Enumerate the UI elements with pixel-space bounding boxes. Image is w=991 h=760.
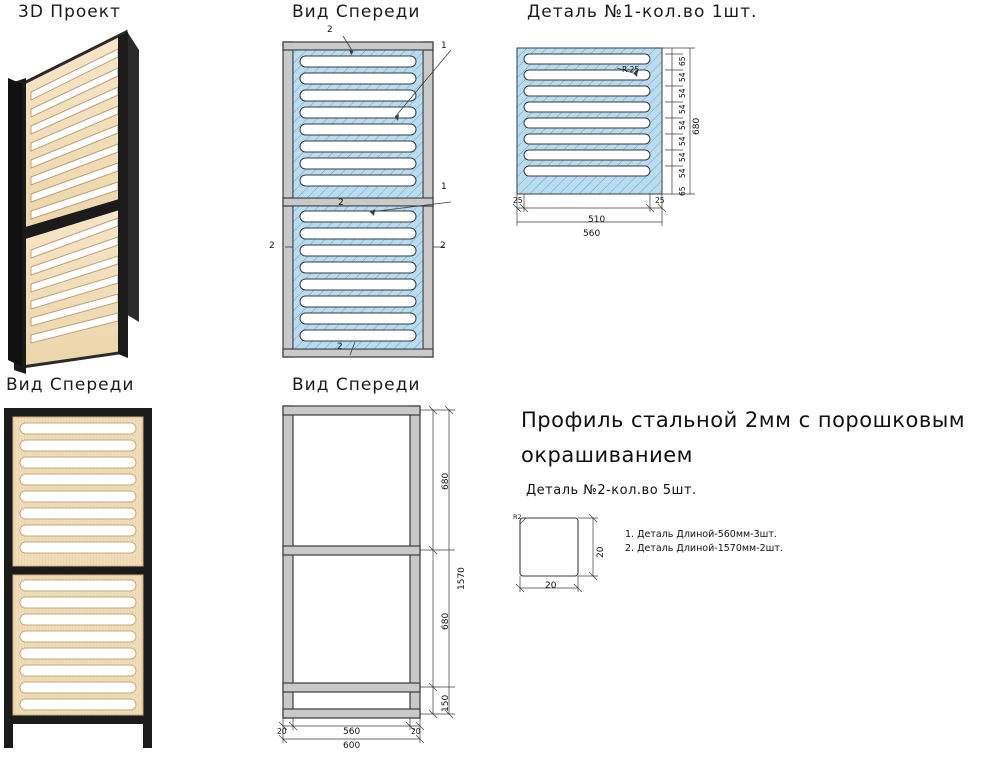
spec-heading-line1: Профиль стальной 2мм с порошковым: [521, 408, 966, 432]
frame-h-bottom: 150: [441, 694, 451, 712]
detail1-radius-note: R-25: [622, 65, 640, 74]
view-front-wood: [0, 398, 180, 750]
detail1-slot-dims: 65 54 54 54 54 54 54 54 65: [678, 56, 687, 196]
spec-note-2: 2. Деталь Длиной-1570мм-2шт.: [625, 543, 783, 554]
frame-w-inner: 560: [343, 727, 361, 737]
frame-w-total: 600: [343, 741, 361, 751]
view-detail-1: [505, 40, 725, 240]
spec-heading-line2: окрашиванием: [521, 443, 693, 467]
callout-1-top: 1: [441, 41, 447, 51]
panel-title-front-2: Вид Спереди: [6, 375, 135, 395]
frame-w-edge-right: 20: [411, 727, 421, 736]
detail1-edge-left: 25: [513, 196, 523, 205]
frame-w-edge-left: 20: [277, 727, 287, 736]
view-3d-project: [0, 22, 270, 372]
detail1-height-total: 680: [692, 117, 702, 135]
detail1-width-inner: 510: [588, 215, 606, 225]
panel-title-3d: 3D Проект: [18, 2, 121, 22]
frame-h-mid: 680: [441, 612, 451, 630]
callout-2-right: 2: [440, 241, 446, 251]
callout-2-bottom: 2: [337, 342, 343, 352]
callout-2-top: 2: [327, 25, 333, 35]
detail1-edge-right: 25: [655, 196, 665, 205]
panel-title-front-3: Вид Спереди: [292, 375, 421, 395]
view-front-hatched: [255, 22, 485, 367]
panel-title-front-1: Вид Спереди: [292, 2, 421, 22]
profile-width: 20: [545, 581, 557, 591]
frame-h-total: 1570: [457, 567, 467, 590]
detail1-width-total: 560: [583, 229, 601, 239]
callout-2-left: 2: [269, 241, 275, 251]
callout-1-mid: 1: [441, 182, 447, 192]
panel-title-detail-1: Деталь №1-кол.во 1шт.: [527, 2, 758, 22]
spec-note-1: 1. Деталь Длиной-560мм-3шт.: [625, 529, 777, 540]
spec-part-label: Деталь №2-кол.во 5шт.: [526, 483, 697, 498]
profile-height: 20: [596, 546, 606, 558]
callout-2-mid: 2: [338, 198, 344, 208]
profile-radius: R2: [513, 513, 522, 521]
frame-h-top: 680: [441, 472, 451, 490]
